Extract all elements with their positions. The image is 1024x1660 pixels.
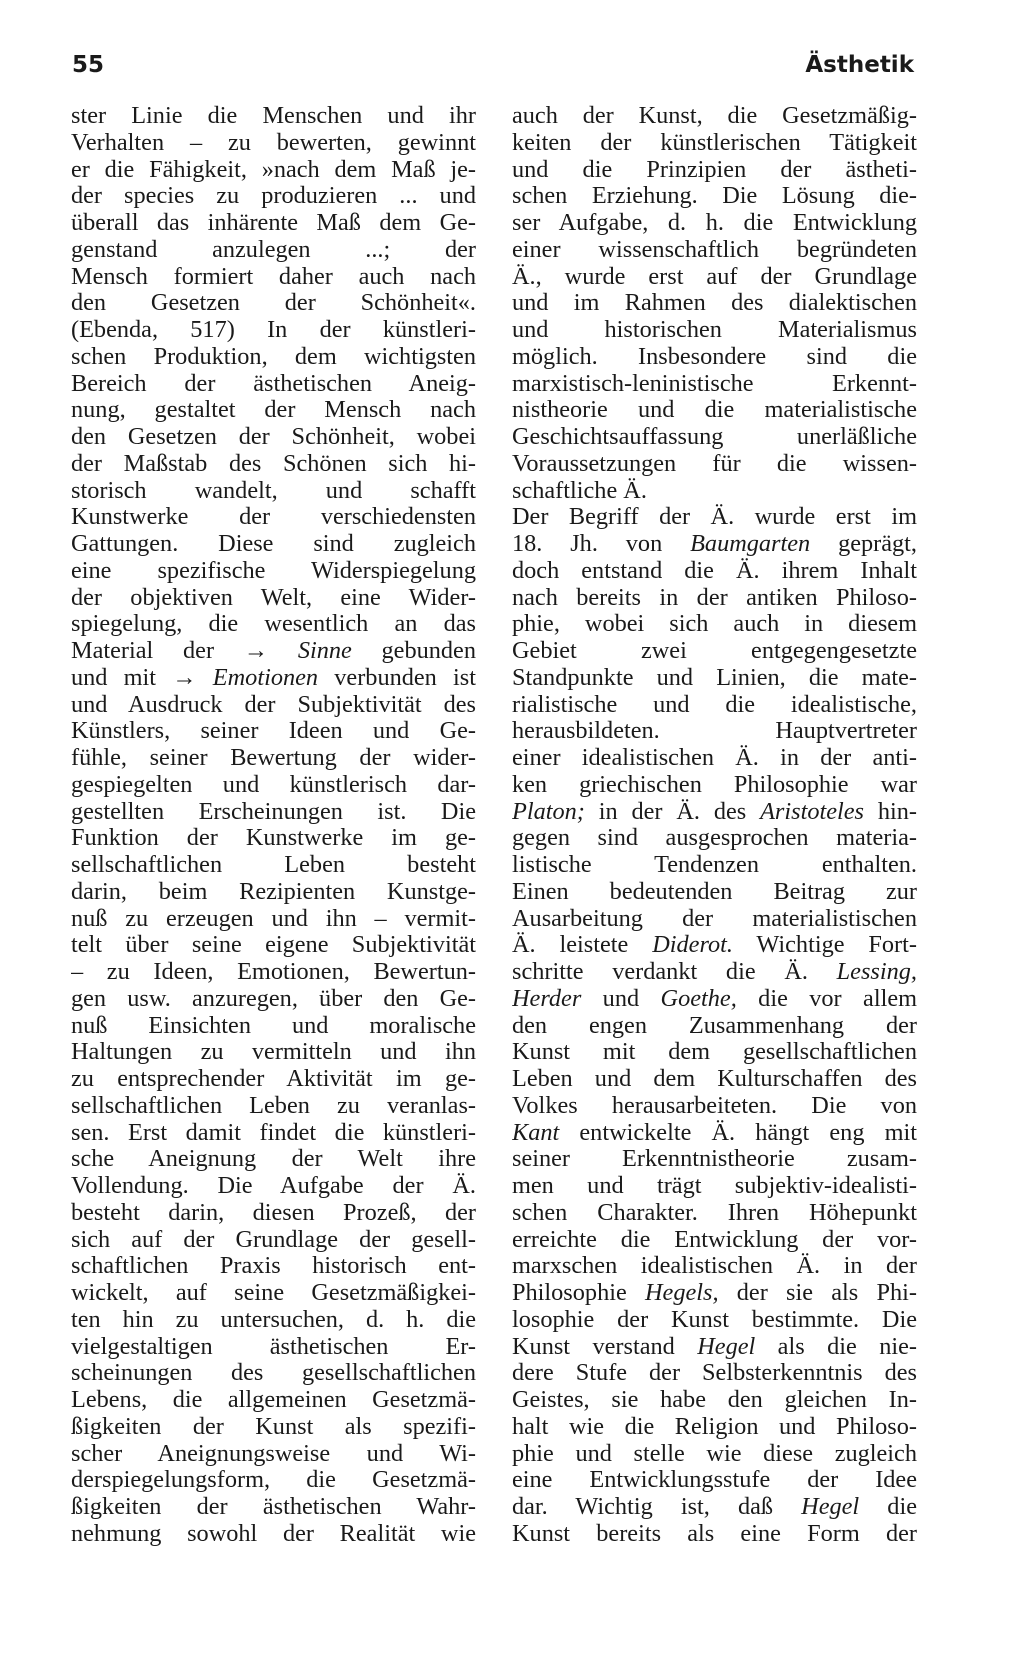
text-line bbox=[71, 317, 476, 344]
text-segment: dere Stufe der Selbsterkenntnis des bbox=[512, 1360, 917, 1387]
text-segment: Funktion der Kunstwerke im ge- bbox=[71, 825, 476, 852]
text-line bbox=[512, 210, 917, 237]
text-line bbox=[512, 183, 917, 210]
text-line bbox=[512, 692, 917, 719]
text-line bbox=[71, 692, 476, 719]
italic-name: Diderot. bbox=[652, 932, 733, 959]
text-line bbox=[512, 1334, 917, 1361]
text-line bbox=[71, 906, 476, 933]
text-segment: der sie als Phi- bbox=[718, 1280, 917, 1306]
text-line bbox=[71, 371, 476, 398]
text-line bbox=[512, 932, 917, 959]
text-segment: hin- bbox=[864, 798, 917, 825]
text-segment: Einen bedeutenden Beitrag zur bbox=[512, 878, 917, 905]
text-segment: Der Begriff der Ä. wurde erst im bbox=[512, 504, 917, 531]
text-segment: und die Prinzipien der ästheti- bbox=[512, 156, 917, 183]
text-line bbox=[71, 451, 476, 478]
text-line bbox=[512, 1253, 917, 1280]
text-line bbox=[512, 1227, 917, 1254]
text-segment: zu entsprechender Aktivität im ge- bbox=[71, 1066, 476, 1092]
text-segment: Ausarbeitung der materialistischen bbox=[512, 905, 917, 932]
text-segment: seiner Erkenntnistheorie zusam- bbox=[512, 1146, 917, 1173]
text-line bbox=[71, 478, 476, 505]
text-segment: eine spezifische Widerspiegelung bbox=[71, 557, 476, 584]
text-segment: spiegelung, die wesentlich an das bbox=[71, 611, 476, 638]
text-segment: Mensch formiert daher auch nach bbox=[71, 263, 476, 290]
text-segment: den Gesetzen der Schönheit, wobei bbox=[71, 424, 476, 450]
text-line bbox=[512, 1120, 917, 1147]
text-line bbox=[71, 932, 476, 959]
text-segment: Ä., wurde erst auf der Grundlage bbox=[512, 263, 917, 290]
text-line bbox=[512, 157, 917, 184]
text-line bbox=[71, 1334, 476, 1361]
text-segment: genstand anzulegen ...; der bbox=[71, 236, 476, 263]
text-segment: phie, wobei sich auch in diesem bbox=[512, 611, 917, 638]
running-head: Ästhetik bbox=[805, 52, 914, 78]
text-line bbox=[512, 1307, 917, 1334]
text-segment: gebunden bbox=[351, 638, 476, 664]
text-line bbox=[71, 103, 476, 130]
text-line bbox=[71, 1066, 476, 1093]
text-segment: verbunden ist bbox=[318, 664, 476, 691]
text-line bbox=[512, 478, 917, 505]
text-segment: Kunst verstand bbox=[512, 1333, 698, 1360]
text-line bbox=[512, 852, 917, 879]
text-line bbox=[512, 906, 917, 933]
text-line bbox=[71, 1039, 476, 1066]
italic-name: Aristoteles bbox=[760, 798, 864, 825]
text-line bbox=[71, 825, 476, 852]
text-segment: storisch wandelt, und schafft bbox=[71, 477, 476, 504]
text-segment: (Ebenda, 517) In der künstleri- bbox=[71, 317, 476, 343]
italic-name: Sinne bbox=[297, 638, 352, 664]
text-segment: den Gesetzen der Schönheit«. bbox=[71, 290, 476, 317]
text-line bbox=[512, 290, 917, 317]
text-segment: einer idealistischen Ä. in der anti- bbox=[512, 745, 917, 771]
text-line bbox=[512, 959, 917, 986]
text-line bbox=[512, 1039, 917, 1066]
text-line bbox=[71, 1360, 476, 1387]
text-segment: ßigkeiten der ästhetischen Wahr- bbox=[71, 1494, 476, 1520]
text-line bbox=[71, 237, 476, 264]
text-segment: als die nie- bbox=[755, 1333, 917, 1360]
text-line bbox=[71, 1013, 476, 1040]
text-line bbox=[512, 1093, 917, 1120]
text-line bbox=[512, 772, 917, 799]
text-line bbox=[512, 1467, 917, 1494]
text-segment: schen Charakter. Ihren Höhepunkt bbox=[512, 1199, 917, 1226]
text-line bbox=[71, 611, 476, 638]
text-line bbox=[71, 718, 476, 745]
text-line bbox=[512, 103, 917, 130]
text-line bbox=[512, 1360, 917, 1387]
text-segment: halt wie die Religion und Philoso- bbox=[512, 1413, 917, 1440]
text-segment: Bereich der ästhetischen Aneig- bbox=[71, 370, 476, 397]
text-segment: eine Entwicklungsstufe der Idee bbox=[512, 1467, 917, 1494]
text-line bbox=[71, 157, 476, 184]
italic-name: Platon; bbox=[512, 798, 585, 825]
text-line bbox=[512, 611, 917, 638]
text-line bbox=[71, 183, 476, 210]
text-segment: Geistes, sie habe den gleichen In- bbox=[512, 1387, 917, 1413]
text-line bbox=[71, 290, 476, 317]
text-segment: der Maßstab des Schönen sich hi- bbox=[71, 450, 476, 477]
text-line bbox=[512, 1173, 917, 1200]
text-line bbox=[512, 1414, 917, 1441]
italic-name: Emotionen bbox=[212, 664, 319, 691]
text-line bbox=[71, 799, 476, 826]
text-line bbox=[71, 1227, 476, 1254]
text-line bbox=[71, 531, 476, 558]
text-segment: scheinungen des gesellschaftlichen bbox=[71, 1360, 476, 1387]
text-segment: erreichte die Entwicklung der vor- bbox=[512, 1226, 917, 1253]
text-line bbox=[512, 1013, 917, 1040]
left-text-column bbox=[71, 103, 476, 1548]
text-segment: Ä. leistete bbox=[512, 932, 653, 959]
italic-name: Hegel bbox=[697, 1333, 756, 1360]
text-line bbox=[512, 1521, 917, 1548]
text-segment: er die Fähigkeit, »nach dem Maß je- bbox=[71, 156, 476, 183]
text-segment: Voraussetzungen für die wissen- bbox=[512, 450, 917, 477]
text-segment: scher Aneignungsweise und Wi- bbox=[71, 1440, 476, 1467]
text-segment: Haltungen zu vermitteln und ihn bbox=[71, 1039, 476, 1066]
text-segment: nung, gestaltet der Mensch nach bbox=[71, 397, 476, 424]
text-segment: der objektiven Welt, eine Wider- bbox=[71, 584, 476, 611]
text-line bbox=[512, 558, 917, 585]
text-segment: und bbox=[581, 985, 661, 1012]
text-line bbox=[71, 1200, 476, 1227]
text-line bbox=[71, 264, 476, 291]
text-line bbox=[512, 718, 917, 745]
text-segment: keiten der künstlerischen Tätigkeit bbox=[512, 129, 917, 156]
text-segment: die vor allem bbox=[736, 985, 917, 1012]
text-line bbox=[71, 986, 476, 1013]
text-segment: schen Produktion, dem wichtigsten bbox=[71, 343, 476, 370]
italic-name: Lessing, bbox=[836, 959, 917, 985]
text-segment: rialistische und die idealistische, bbox=[512, 691, 917, 718]
text-line bbox=[512, 1387, 917, 1414]
text-segment: überall das inhärente Maß dem Ge- bbox=[71, 210, 476, 236]
text-segment: der species zu produzieren ... und bbox=[71, 183, 476, 210]
text-segment: Volkes herausarbeiteten. Die von bbox=[512, 1092, 917, 1119]
text-segment: gespiegelten und künstlerisch dar- bbox=[71, 771, 476, 798]
text-line bbox=[512, 317, 917, 344]
page-number: 55 bbox=[72, 52, 105, 78]
text-segment: Philosophie bbox=[512, 1280, 645, 1306]
text-line bbox=[512, 1146, 917, 1173]
text-segment: schen Erziehung. Die Lösung die- bbox=[512, 183, 917, 210]
text-segment: ten hin zu untersuchen, d. h. die bbox=[71, 1306, 476, 1333]
text-segment: besteht darin, diesen Prozeß, der bbox=[71, 1199, 476, 1226]
italic-name: Goethe, bbox=[660, 985, 737, 1012]
text-line bbox=[71, 1467, 476, 1494]
text-line bbox=[71, 1307, 476, 1334]
text-line bbox=[71, 424, 476, 451]
text-segment: Geschichtsauffassung unerläßliche bbox=[512, 424, 917, 450]
text-segment: Lebens, die allgemeinen Gesetzmä- bbox=[71, 1387, 476, 1413]
text-line bbox=[512, 344, 917, 371]
right-text-column bbox=[512, 103, 917, 1548]
text-line bbox=[512, 130, 917, 157]
text-line bbox=[512, 531, 917, 558]
text-segment: nach bereits in der antiken Philoso- bbox=[512, 584, 917, 611]
text-segment: ser Aufgabe, d. h. die Entwicklung bbox=[512, 210, 917, 236]
text-segment: entwickelte Ä. hängt eng mit bbox=[559, 1119, 917, 1146]
text-segment: sellschaftlichen Leben zu veranlas- bbox=[71, 1092, 476, 1119]
text-segment: herausbildeten. Hauptvertreter bbox=[512, 718, 917, 745]
text-segment: Künstlers, seiner Ideen und Ge- bbox=[71, 718, 476, 745]
text-segment: dar. Wichtig ist, daß bbox=[512, 1494, 802, 1520]
text-segment: schaftliche Ä. bbox=[512, 477, 647, 504]
text-line bbox=[512, 1280, 917, 1307]
text-segment: marxschen idealistischen Ä. in der bbox=[512, 1253, 917, 1280]
text-segment: gen usw. anzuregen, über den Ge- bbox=[71, 985, 476, 1012]
text-segment: schaftlichen Praxis historisch ent- bbox=[71, 1253, 476, 1280]
text-segment: und Ausdruck der Subjektivität des bbox=[71, 691, 476, 718]
text-segment: ken griechischen Philosophie war bbox=[512, 771, 917, 798]
text-segment: Kunst bereits als eine Form der bbox=[512, 1520, 917, 1547]
text-segment: nuß zu erzeugen und ihn – vermit- bbox=[71, 905, 476, 932]
text-segment: Gattungen. Diese sind zugleich bbox=[71, 531, 476, 557]
text-line bbox=[71, 1280, 476, 1307]
text-line bbox=[71, 585, 476, 612]
text-line bbox=[71, 344, 476, 371]
text-line bbox=[512, 825, 917, 852]
text-line bbox=[512, 638, 917, 665]
text-line bbox=[71, 852, 476, 879]
text-segment: wickelt, auf seine Gesetzmäßigkei- bbox=[71, 1280, 476, 1306]
text-line bbox=[512, 799, 917, 826]
text-segment: sich auf der Grundlage der gesell- bbox=[71, 1226, 476, 1253]
text-line bbox=[71, 879, 476, 906]
text-line bbox=[71, 1146, 476, 1173]
text-line bbox=[512, 397, 917, 424]
text-line bbox=[512, 424, 917, 451]
text-segment: men und trägt subjektiv-idealisti- bbox=[512, 1173, 917, 1199]
text-segment: – zu Ideen, Emotionen, Bewertun- bbox=[71, 959, 476, 985]
text-segment: doch entstand die Ä. ihrem Inhalt bbox=[512, 557, 917, 584]
text-line bbox=[71, 558, 476, 585]
text-segment: vielgestaltigen ästhetischen Er- bbox=[71, 1333, 476, 1360]
italic-name: Herder bbox=[512, 985, 582, 1012]
text-segment: in der Ä. des bbox=[584, 798, 761, 825]
italic-name: Baumgarten bbox=[690, 531, 811, 557]
text-segment: sellschaftlichen Leben besteht bbox=[71, 852, 476, 878]
text-line bbox=[71, 1387, 476, 1414]
text-line bbox=[71, 1093, 476, 1120]
text-segment: und im Rahmen des dialektischen bbox=[512, 290, 917, 317]
text-segment: listische Tendenzen enthalten. bbox=[512, 852, 917, 878]
text-segment: die bbox=[859, 1494, 917, 1520]
text-line bbox=[512, 585, 917, 612]
text-line bbox=[71, 638, 476, 665]
text-line bbox=[71, 397, 476, 424]
text-segment: Leben und dem Kulturschaffen des bbox=[512, 1066, 917, 1092]
text-segment: phie und stelle wie diese zugleich bbox=[512, 1440, 917, 1467]
text-line bbox=[512, 237, 917, 264]
text-segment: den engen Zusammenhang der bbox=[512, 1012, 917, 1039]
text-segment: fühle, seiner Bewertung der wider- bbox=[71, 745, 476, 771]
italic-name: Hegels, bbox=[644, 1280, 719, 1306]
text-segment: und historischen Materialismus bbox=[512, 317, 917, 343]
text-segment: ster Linie die Menschen und ihr bbox=[71, 103, 476, 129]
text-segment: losophie der Kunst bestimmte. Die bbox=[512, 1306, 917, 1333]
text-segment: nistheorie und die materialistische bbox=[512, 397, 917, 424]
text-segment: Verhalten – zu bewerten, gewinnt bbox=[71, 129, 476, 156]
text-line bbox=[71, 745, 476, 772]
text-segment: telt über seine eigene Subjektivität bbox=[71, 932, 476, 959]
text-segment: Gebiet zwei entgegengesetzte bbox=[512, 638, 917, 664]
text-line bbox=[71, 1414, 476, 1441]
text-segment: geprägt, bbox=[810, 531, 917, 557]
text-segment: Vollendung. Die Aufgabe der Ä. bbox=[71, 1173, 476, 1199]
text-segment: 18. Jh. von bbox=[512, 531, 691, 557]
text-segment: Standpunkte und Linien, die mate- bbox=[512, 664, 917, 691]
text-segment: gegen sind ausgesprochen materia- bbox=[512, 825, 917, 852]
text-segment: Kunstwerke der verschiedensten bbox=[71, 504, 476, 531]
text-segment: sen. Erst damit findet die künstleri- bbox=[71, 1119, 476, 1146]
text-line bbox=[512, 1494, 917, 1521]
text-line bbox=[512, 371, 917, 398]
text-line bbox=[71, 1173, 476, 1200]
text-segment: nuß Einsichten und moralische bbox=[71, 1012, 476, 1039]
text-line bbox=[71, 959, 476, 986]
text-line bbox=[512, 451, 917, 478]
text-line bbox=[512, 1441, 917, 1468]
italic-name: Kant bbox=[512, 1119, 560, 1146]
text-segment: Kunst mit dem gesellschaftlichen bbox=[512, 1039, 917, 1066]
text-segment: sche Aneignung der Welt ihre bbox=[71, 1146, 476, 1173]
text-line bbox=[71, 130, 476, 157]
text-segment: nehmung sowohl der Realität wie bbox=[71, 1520, 476, 1547]
text-line bbox=[71, 1494, 476, 1521]
text-line bbox=[71, 1441, 476, 1468]
text-line bbox=[71, 665, 476, 692]
text-line bbox=[71, 1253, 476, 1280]
text-line bbox=[71, 504, 476, 531]
text-line bbox=[512, 1066, 917, 1093]
italic-name: Hegel bbox=[801, 1494, 860, 1520]
text-segment: Material der → bbox=[71, 638, 298, 664]
text-segment: und mit → bbox=[71, 664, 213, 691]
text-segment: gestellten Erscheinungen ist. Die bbox=[71, 798, 476, 825]
text-segment: derspiegelungsform, die Gesetzmä- bbox=[71, 1467, 476, 1494]
text-segment: einer wissenschaftlich begründeten bbox=[512, 236, 917, 263]
text-line bbox=[512, 1200, 917, 1227]
text-segment: Wichtige Fort- bbox=[732, 932, 917, 959]
text-segment: ßigkeiten der Kunst als spezifi- bbox=[71, 1413, 476, 1440]
text-line bbox=[512, 264, 917, 291]
text-line bbox=[512, 879, 917, 906]
text-segment: auch der Kunst, die Gesetzmäßig- bbox=[512, 103, 917, 129]
text-line bbox=[512, 665, 917, 692]
text-line bbox=[71, 1120, 476, 1147]
text-segment: schritte verdankt die Ä. bbox=[512, 959, 837, 985]
text-line bbox=[71, 210, 476, 237]
text-line bbox=[71, 1521, 476, 1548]
text-segment: darin, beim Rezipienten Kunstge- bbox=[71, 878, 476, 905]
text-segment: möglich. Insbesondere sind die bbox=[512, 343, 917, 370]
text-line bbox=[512, 504, 917, 531]
text-segment: marxistisch-leninistische Erkennt- bbox=[512, 370, 917, 397]
text-line bbox=[512, 745, 917, 772]
text-line bbox=[71, 772, 476, 799]
text-line bbox=[512, 986, 917, 1013]
